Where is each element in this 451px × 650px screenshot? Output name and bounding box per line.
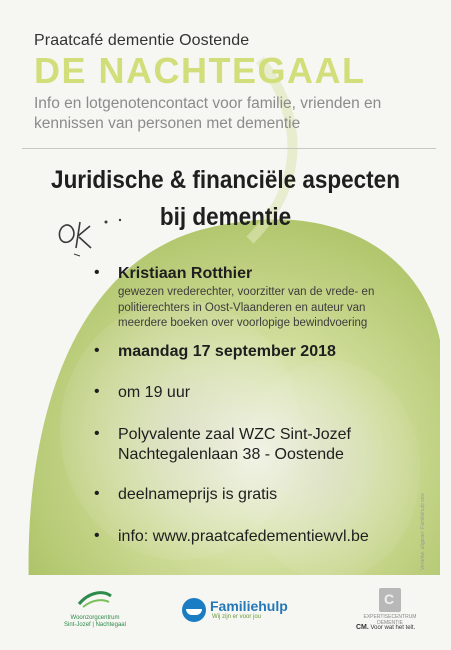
wzc-logo-line-1: Woonzorgcentrum [70, 615, 120, 621]
bullet-icon: • [94, 424, 100, 442]
handwritten-signature [46, 200, 136, 260]
swoosh-logo-icon [75, 588, 115, 610]
location-item [94, 425, 424, 465]
speaker-desc-line-1: gewezen vrederechter, voorzitter van de vrede- en [118, 286, 375, 298]
entry-price: deelnameprijs is gratis [118, 485, 278, 503]
familiehulp-logo [182, 598, 288, 622]
cm-logo [356, 624, 415, 631]
wzc-logo [55, 588, 135, 629]
publisher-note: Verantw. uitgever: Familiehulp vzw [420, 493, 426, 570]
expertisecentrum-logo [360, 588, 420, 626]
familiehulp-icon [182, 598, 206, 622]
speaker-desc-line-2: politierechters in Oost-Vlaanderen en auteur van [118, 301, 366, 314]
tagline-line-1: Info en lotgenotencontact voor familie, vrienden en [34, 95, 382, 112]
bullet-icon: • [94, 264, 100, 281]
event-details [94, 264, 424, 547]
tagline-line-2: kennissen van personen met dementie [34, 115, 301, 132]
date-item [94, 342, 424, 362]
wzc-logo-line-2: Sint-Jozef | Nachtegaal [64, 622, 126, 628]
bullet-icon: • [94, 382, 100, 400]
time-item [94, 383, 424, 403]
brand-title: DE NACHTEGAAL [34, 50, 366, 91]
event-date: maandag 17 september 2018 [118, 342, 336, 360]
info-website: info: www.praatcafedementiewvl.be [118, 527, 369, 545]
info-item [94, 527, 424, 547]
speaker-name: Kristiaan Rotthier [118, 265, 253, 282]
header [34, 32, 434, 134]
venue-address: Nachtegalenlaan 38 - Oostende [118, 445, 344, 463]
speaker-desc-line-3: meerdere boeken over voorlopige bewindvoering [118, 317, 368, 329]
organizer-name: Praatcafé dementie Oostende [34, 32, 250, 49]
cm-slogan: Voor wat het telt. [370, 625, 416, 631]
event-title-line-2: bij dementie [159, 203, 292, 231]
speaker-description [118, 285, 424, 332]
event-time: om 19 uur [118, 383, 191, 401]
tagline [34, 94, 434, 134]
price-item [94, 485, 424, 505]
expertisecentrum-icon [379, 588, 401, 612]
familiehulp-name: Familiehulp [210, 598, 288, 614]
bullet-icon: • [94, 526, 100, 544]
familiehulp-slogan: Wij zijn er voor jou [212, 614, 262, 620]
venue-name: Polyvalente zaal WZC Sint-Jozef [118, 425, 351, 443]
expertisecentrum-label: EXPERTISECENTRUM DEMENTIE [363, 614, 417, 626]
speaker-item [94, 264, 424, 332]
bullet-icon: • [94, 484, 100, 502]
cm-mark: CM. [356, 624, 369, 631]
event-title-line-1: Juridische & financiële aspecten [51, 166, 400, 194]
bullet-icon: • [94, 341, 100, 359]
divider [22, 148, 436, 149]
